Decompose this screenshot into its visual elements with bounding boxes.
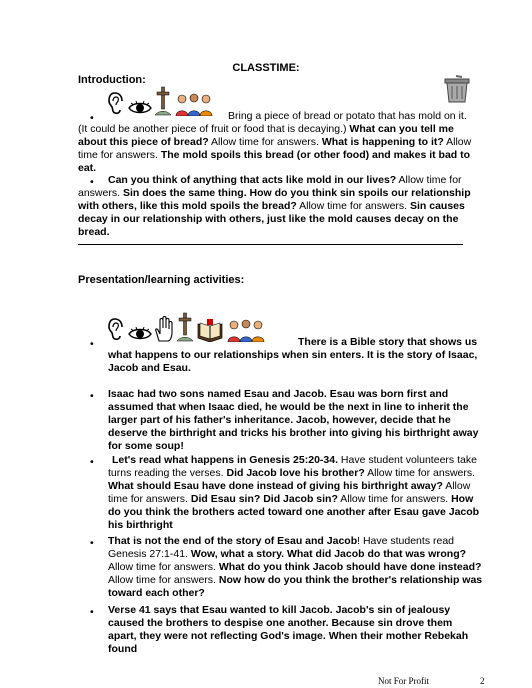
item-bullet-4: • xyxy=(90,537,94,549)
intro-p2-bold-b: Sin does the same thing. How do you think sin spoils our relationship with others, like this mold spoils the bread? xyxy=(78,187,471,212)
intro-p1-bold-a: What can you tell me about this piece of bread? xyxy=(78,123,454,148)
item-4-bold-d: Now how do you think the brother's relationship was toward each other? xyxy=(108,574,483,599)
item-3-text-b: Allow time for answers. xyxy=(364,467,476,479)
intro-p2-text-a: Allow time for answers. xyxy=(78,174,462,199)
page-title: CLASSTIME: xyxy=(232,62,300,74)
item-3-text-a: Have student volunteers take turns reading the verses. xyxy=(108,454,477,479)
item-3-text-d: Allow time for answers. xyxy=(337,493,452,505)
item-3-bold-e: How do you think the brothers acted toward one another after Esau gave Jacob his birthright xyxy=(108,493,480,531)
item-3-bold-d: Did Esau sin? Did Jacob sin? xyxy=(190,493,338,505)
presentation-item-5: Verse 41 says that Esau wanted to kill Jacob. Jacob's sin of jealousy caused the brothers to despise one another. Because sin drove them apart, they were not reflecting God's image. When their mother Rebekah found xyxy=(108,604,469,655)
item-bullet-5: • xyxy=(90,606,94,618)
item-3-text-c: Allow time for answers. xyxy=(108,480,471,505)
presentation-item-4 xyxy=(108,535,483,600)
trash-can-icon xyxy=(442,74,472,104)
item-4-text-a: ! Have students read Genesis 27:1-41. xyxy=(108,535,454,560)
item-4-bold-a: That is not the end of the story of Esau and Jacob xyxy=(108,535,358,547)
intro-p2-bold-a: Can you think of anything that acts like mold in our lives? xyxy=(108,174,397,186)
footer-note: Not For Profit xyxy=(378,676,430,686)
presentation-item-3 xyxy=(108,454,483,532)
intro-p1-bold-b: What is happening to it? xyxy=(321,136,444,148)
introduction-heading: Introduction: xyxy=(78,74,146,86)
intro-paragraph-1-text xyxy=(78,110,478,175)
item-1-text: There is a Bible story that shows us what happens to our relationships when sin enters. It is the story of Isaac, Jacob and Esau. xyxy=(108,336,478,374)
item-3-bold-b: Did Jacob love his brother? xyxy=(226,467,365,479)
intro-p1-bold-c: The mold spoils this bread (or other food) and makes it bad to eat. xyxy=(78,149,471,174)
item-3-bold-c: What should Esau have done instead of giving his birthright away? xyxy=(108,480,443,492)
item-bullet-3: • xyxy=(90,456,94,468)
page-number: 2 xyxy=(480,676,485,686)
intro-p1-text-c: Allow time for answers. xyxy=(78,136,472,161)
intro-p2-text-b: Allow time for answers. xyxy=(296,200,410,212)
presentation-heading: Presentation/learning activities: xyxy=(78,274,245,286)
item-3-bold-a: Let's read what happens in Genesis 25:20-34. xyxy=(112,454,338,466)
item-4-bold-b: Wow, what a story. What did Jacob do that was wrong? xyxy=(190,548,467,560)
presentation-item-1 xyxy=(108,336,483,375)
intro-paragraph-2 xyxy=(78,174,478,239)
item-bullet-2: • xyxy=(90,390,94,402)
item-4-bold-c: What do you think Jacob should have done instead? xyxy=(218,561,482,573)
presentation-item-2: Isaac had two sons named Esau and Jacob. Esau was born first and assumed that when Isaac died, he would be the next in line to inherit the larger part of his father's inheritance. Jacob, however, decide that he deserve the birthright and tricks his brother into giving his birthright away for some soup! xyxy=(108,388,479,452)
item-bullet-1: • xyxy=(90,338,94,350)
intro-p1-text-b: Allow time for answers. xyxy=(208,136,322,148)
item-4-text-b: Allow time for answers. xyxy=(108,561,219,573)
item-4-text-c: Allow time for answers. xyxy=(108,574,219,586)
intro-bullet-1: • xyxy=(90,112,94,124)
section-divider xyxy=(78,244,463,245)
intro-bullet-2: • xyxy=(90,176,94,188)
intro-p2-bold-c: Sin causes decay in our relationship with others, just like the mold causes decay on the bread. xyxy=(78,200,465,238)
intro-p1-text-a: Bring a piece of bread or potato that has mold on it. (It could be another piece of fruit or food that is decaying.) xyxy=(78,110,467,135)
